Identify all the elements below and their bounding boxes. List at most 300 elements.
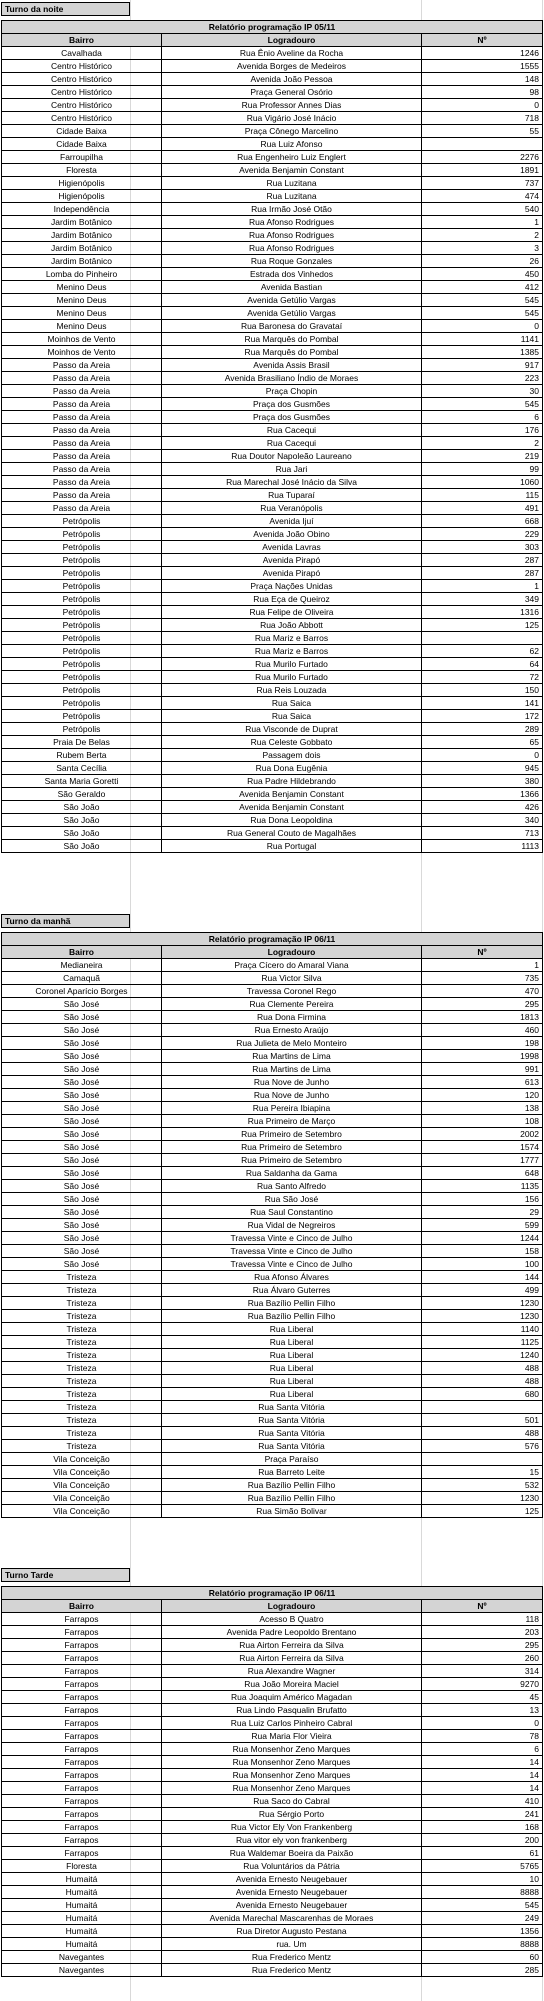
cell-numero: 314 (422, 1665, 543, 1678)
cell-numero: 349 (422, 593, 543, 606)
table-row (2, 1349, 543, 1362)
cell-bairro: Petrópolis (2, 671, 162, 684)
cell-logradouro: Rua General Couto de Magalhães (162, 827, 422, 840)
cell-logradouro: Rua Vidal de Negreiros (162, 1219, 422, 1232)
table-row (2, 151, 543, 164)
cell-numero: 289 (422, 723, 543, 736)
cell-numero: 0 (422, 1717, 543, 1730)
table-row (2, 606, 543, 619)
cell-logradouro: Rua Celeste Gobbato (162, 736, 422, 749)
cell-bairro: Floresta (2, 164, 162, 177)
cell-bairro: Passo da Areia (2, 476, 162, 489)
cell-bairro: Tristeza (2, 1336, 162, 1349)
cell-numero: 718 (422, 112, 543, 125)
cell-bairro: Tristeza (2, 1349, 162, 1362)
cell-logradouro: Avenida Assis Brasil (162, 359, 422, 372)
cell-bairro: Humaitá (2, 1886, 162, 1899)
cell-numero: 1230 (422, 1492, 543, 1505)
table-row (2, 1899, 543, 1912)
table-row (2, 307, 543, 320)
cell-numero: 61 (422, 1847, 543, 1860)
cell-numero: 532 (422, 1479, 543, 1492)
cell-logradouro: Avenida Getúlio Vargas (162, 294, 422, 307)
cell-bairro: Farrapos (2, 1847, 162, 1860)
cell-logradouro: Rua Frederico Mentz (162, 1951, 422, 1964)
cell-bairro: Farrapos (2, 1652, 162, 1665)
cell-numero: 14 (422, 1782, 543, 1795)
cell-numero: 303 (422, 541, 543, 554)
cell-numero: 65 (422, 736, 543, 749)
cell-numero: 72 (422, 671, 543, 684)
cell-numero: 6 (422, 411, 543, 424)
cell-logradouro: Rua Liberal (162, 1375, 422, 1388)
cell-bairro: Tristeza (2, 1284, 162, 1297)
table-row (2, 1479, 543, 1492)
report-table (1, 20, 543, 853)
cell-numero: 115 (422, 489, 543, 502)
cell-bairro: São José (2, 1141, 162, 1154)
cell-bairro: Farrapos (2, 1691, 162, 1704)
cell-logradouro: Rua Lindo Pasqualin Brufatto (162, 1704, 422, 1717)
cell-numero: 26 (422, 255, 543, 268)
cell-numero: 200 (422, 1834, 543, 1847)
table-row (2, 1652, 543, 1665)
table-row (2, 1336, 543, 1349)
table-row (2, 697, 543, 710)
table-row (2, 1115, 543, 1128)
table-row (2, 359, 543, 372)
cell-numero: 168 (422, 1821, 543, 1834)
cell-logradouro: Rua Victor Ely Von Frankenberg (162, 1821, 422, 1834)
cell-logradouro: Rua Liberal (162, 1349, 422, 1362)
cell-numero: 14 (422, 1769, 543, 1782)
cell-numero: 1574 (422, 1141, 543, 1154)
cell-numero: 1125 (422, 1336, 543, 1349)
cell-numero: 241 (422, 1808, 543, 1821)
table-row (2, 645, 543, 658)
cell-logradouro: Rua Julieta de Melo Monteiro (162, 1037, 422, 1050)
cell-logradouro: Rua Portugal (162, 840, 422, 853)
table-row (2, 541, 543, 554)
cell-numero: 10 (422, 1873, 543, 1886)
column-header-bairro: Bairro (2, 1600, 162, 1613)
cell-numero: 2002 (422, 1128, 543, 1141)
cell-bairro: Moinhos de Vento (2, 333, 162, 346)
table-row (2, 762, 543, 775)
cell-bairro: Passo da Areia (2, 411, 162, 424)
table-row (2, 190, 543, 203)
cell-bairro: Vila Conceição (2, 1479, 162, 1492)
cell-logradouro: Rua Luzitana (162, 190, 422, 203)
cell-numero: 229 (422, 528, 543, 541)
cell-logradouro: Rua Sérgio Porto (162, 1808, 422, 1821)
cell-bairro: Farrapos (2, 1782, 162, 1795)
cell-numero: 1113 (422, 840, 543, 853)
table-row (2, 1505, 543, 1518)
shift-label: Turno da manhã (1, 914, 130, 928)
cell-logradouro: Rua Reis Louzada (162, 684, 422, 697)
table-row (2, 320, 543, 333)
cell-numero: 78 (422, 1730, 543, 1743)
cell-bairro: Cidade Baixa (2, 138, 162, 151)
cell-bairro: Centro Histórico (2, 99, 162, 112)
cell-logradouro: Rua Jari (162, 463, 422, 476)
cell-logradouro: Rua Primeiro de Setembro (162, 1154, 422, 1167)
cell-numero: 545 (422, 294, 543, 307)
cell-bairro: Farrapos (2, 1626, 162, 1639)
cell-logradouro: Rua Bazílio Pellin Filho (162, 1297, 422, 1310)
table-row (2, 632, 543, 645)
table-row (2, 567, 543, 580)
cell-numero: 1777 (422, 1154, 543, 1167)
cell-logradouro: Rua Dona Leopoldina (162, 814, 422, 827)
table-row (2, 463, 543, 476)
cell-numero: 9270 (422, 1678, 543, 1691)
table-row (2, 60, 543, 73)
table-row (2, 1141, 543, 1154)
cell-bairro: Passo da Areia (2, 424, 162, 437)
cell-bairro: Lomba do Pinheiro (2, 268, 162, 281)
cell-logradouro: Rua Veranópolis (162, 502, 422, 515)
cell-numero: 2 (422, 437, 543, 450)
table-row (2, 1011, 543, 1024)
cell-bairro: Petrópolis (2, 515, 162, 528)
table-row (2, 1258, 543, 1271)
cell-bairro: São José (2, 1232, 162, 1245)
table-row (2, 1297, 543, 1310)
cell-numero: 945 (422, 762, 543, 775)
cell-bairro: Higienópolis (2, 177, 162, 190)
cell-numero: 150 (422, 684, 543, 697)
cell-bairro: Farrapos (2, 1769, 162, 1782)
cell-logradouro: Rua Joaquim Américo Magadan (162, 1691, 422, 1704)
cell-logradouro: Rua Waldemar Boeira da Paixão (162, 1847, 422, 1860)
cell-bairro: Humaitá (2, 1899, 162, 1912)
cell-numero: 1135 (422, 1180, 543, 1193)
cell-numero: 426 (422, 801, 543, 814)
table-row (2, 827, 543, 840)
cell-numero: 64 (422, 658, 543, 671)
cell-logradouro: Praça Chopin (162, 385, 422, 398)
cell-numero: 99 (422, 463, 543, 476)
table-row (2, 1626, 543, 1639)
cell-bairro: Santa Cecília (2, 762, 162, 775)
cell-bairro: Higienópolis (2, 190, 162, 203)
cell-bairro: São José (2, 1154, 162, 1167)
cell-logradouro: Rua Primeiro de Setembro (162, 1141, 422, 1154)
cell-logradouro: Rua Monsenhor Zeno Marques (162, 1782, 422, 1795)
cell-bairro: Passo da Areia (2, 450, 162, 463)
table-row (2, 255, 543, 268)
cell-logradouro: Rua Marechal José Inácio da Silva (162, 476, 422, 489)
cell-logradouro: Rua Santa Vitória (162, 1414, 422, 1427)
cell-bairro: Petrópolis (2, 710, 162, 723)
table-row (2, 671, 543, 684)
cell-numero: 1230 (422, 1297, 543, 1310)
cell-bairro: São José (2, 1245, 162, 1258)
table-row (2, 1219, 543, 1232)
cell-bairro: Petrópolis (2, 697, 162, 710)
cell-bairro: Farrapos (2, 1821, 162, 1834)
cell-numero: 2276 (422, 151, 543, 164)
cell-numero: 501 (422, 1414, 543, 1427)
cell-logradouro: Rua Cacequi (162, 424, 422, 437)
cell-logradouro: Rua Marquês do Pombal (162, 346, 422, 359)
table-row (2, 1717, 543, 1730)
cell-numero: 30 (422, 385, 543, 398)
table-row (2, 203, 543, 216)
cell-numero: 668 (422, 515, 543, 528)
cell-bairro: Passo da Areia (2, 385, 162, 398)
table-row (2, 1128, 543, 1141)
table-row (2, 1102, 543, 1115)
table-row (2, 1193, 543, 1206)
cell-numero: 1366 (422, 788, 543, 801)
cell-bairro: Passo da Areia (2, 463, 162, 476)
cell-bairro: Tristeza (2, 1323, 162, 1336)
cell-bairro: Navegantes (2, 1951, 162, 1964)
cell-bairro: Camaquã (2, 972, 162, 985)
cell-logradouro: Rua João Moreira Maciel (162, 1678, 422, 1691)
cell-bairro: Petrópolis (2, 723, 162, 736)
table-row (2, 1050, 543, 1063)
cell-bairro: Farrapos (2, 1704, 162, 1717)
cell-logradouro: Rua Mariz e Barros (162, 632, 422, 645)
table-row (2, 684, 543, 697)
cell-logradouro: Rua Diretor Augusto Pestana (162, 1925, 422, 1938)
cell-bairro: Tristeza (2, 1388, 162, 1401)
column-header-bairro: Bairro (2, 946, 162, 959)
cell-bairro: São João (2, 801, 162, 814)
cell-bairro: Jardim Botânico (2, 255, 162, 268)
cell-logradouro: Avenida Pirapó (162, 567, 422, 580)
cell-bairro: Petrópolis (2, 632, 162, 645)
cell-logradouro: Rua Liberal (162, 1336, 422, 1349)
cell-bairro: São José (2, 998, 162, 1011)
table-row (2, 1938, 543, 1951)
column-header-numero: Nº (422, 1600, 543, 1613)
cell-numero: 1 (422, 580, 543, 593)
cell-logradouro: Rua Murilo Furtado (162, 671, 422, 684)
cell-bairro: Moinhos de Vento (2, 346, 162, 359)
cell-bairro: Navegantes (2, 1964, 162, 1977)
cell-numero: 460 (422, 1024, 543, 1037)
cell-logradouro: Rua Murilo Furtado (162, 658, 422, 671)
cell-numero: 249 (422, 1912, 543, 1925)
cell-numero: 1 (422, 216, 543, 229)
cell-logradouro: Avenida Ernesto Neugebauer (162, 1873, 422, 1886)
cell-bairro: Farrapos (2, 1639, 162, 1652)
cell-numero: 991 (422, 1063, 543, 1076)
cell-bairro: São José (2, 1063, 162, 1076)
cell-numero: 98 (422, 86, 543, 99)
cell-logradouro: Rua Monsenhor Zeno Marques (162, 1769, 422, 1782)
table-row (2, 1180, 543, 1193)
cell-numero: 1230 (422, 1310, 543, 1323)
cell-logradouro: Rua São José (162, 1193, 422, 1206)
cell-logradouro: Rua Santa Vitória (162, 1401, 422, 1414)
cell-logradouro: Passagem dois (162, 749, 422, 762)
table-row (2, 99, 543, 112)
table-row (2, 229, 543, 242)
cell-bairro: Farrapos (2, 1665, 162, 1678)
table-row (2, 1310, 543, 1323)
cell-numero: 1240 (422, 1349, 543, 1362)
table-row (2, 411, 543, 424)
cell-numero: 499 (422, 1284, 543, 1297)
cell-bairro: Centro Histórico (2, 86, 162, 99)
cell-bairro: Petrópolis (2, 554, 162, 567)
cell-logradouro: Praça dos Gusmões (162, 398, 422, 411)
cell-logradouro: Rua Cacequi (162, 437, 422, 450)
table-row (2, 1665, 543, 1678)
cell-bairro: Farroupilha (2, 151, 162, 164)
cell-bairro: Vila Conceição (2, 1492, 162, 1505)
cell-numero: 158 (422, 1245, 543, 1258)
cell-logradouro: Rua Nove de Junho (162, 1089, 422, 1102)
cell-logradouro: Rua Clemente Pereira (162, 998, 422, 1011)
cell-numero: 55 (422, 125, 543, 138)
cell-logradouro: Rua Santa Vitória (162, 1427, 422, 1440)
table-row (2, 1873, 543, 1886)
cell-numero: 648 (422, 1167, 543, 1180)
cell-logradouro: Rua Luiz Afonso (162, 138, 422, 151)
cell-bairro: Tristeza (2, 1427, 162, 1440)
cell-logradouro: Rua Tuparaí (162, 489, 422, 502)
cell-numero (422, 1401, 543, 1414)
table-row (2, 372, 543, 385)
cell-numero: 545 (422, 307, 543, 320)
cell-numero: 613 (422, 1076, 543, 1089)
table-row (2, 1613, 543, 1626)
table-row (2, 972, 543, 985)
table-row (2, 1154, 543, 1167)
table-row (2, 1232, 543, 1245)
cell-bairro: São João (2, 840, 162, 853)
table-row (2, 1912, 543, 1925)
cell-logradouro: Rua Airton Ferreira da Silva (162, 1639, 422, 1652)
cell-numero: 148 (422, 73, 543, 86)
table-row (2, 1206, 543, 1219)
table-row (2, 749, 543, 762)
column-header-numero: Nº (422, 946, 543, 959)
table-row (2, 1925, 543, 1938)
cell-bairro: Tristeza (2, 1271, 162, 1284)
cell-logradouro: Rua Doutor Napoleão Laureano (162, 450, 422, 463)
cell-logradouro: Praça Nações Unidas (162, 580, 422, 593)
table-row (2, 437, 543, 450)
cell-logradouro: Avenida João Pessoa (162, 73, 422, 86)
cell-numero: 125 (422, 619, 543, 632)
cell-bairro: Menino Deus (2, 281, 162, 294)
cell-numero: 599 (422, 1219, 543, 1232)
column-header-logradouro: Logradouro (162, 946, 422, 959)
cell-numero: 287 (422, 554, 543, 567)
cell-bairro: São José (2, 1180, 162, 1193)
cell-logradouro: Rua Ernesto Araújo (162, 1024, 422, 1037)
table-row (2, 268, 543, 281)
table-row (2, 1440, 543, 1453)
table-row (2, 788, 543, 801)
cell-bairro: Humaitá (2, 1925, 162, 1938)
cell-bairro: Petrópolis (2, 567, 162, 580)
cell-numero: 545 (422, 1899, 543, 1912)
cell-logradouro: Rua Liberal (162, 1323, 422, 1336)
cell-bairro: Farrapos (2, 1834, 162, 1847)
cell-bairro: São José (2, 1206, 162, 1219)
cell-bairro: Farrapos (2, 1795, 162, 1808)
table-row (2, 294, 543, 307)
table-row (2, 554, 543, 567)
table-row (2, 1427, 543, 1440)
table-row (2, 1743, 543, 1756)
cell-bairro: Petrópolis (2, 645, 162, 658)
table-row (2, 1492, 543, 1505)
cell-logradouro: Rua Bazílio Pellin Filho (162, 1310, 422, 1323)
cell-numero: 14 (422, 1756, 543, 1769)
cell-numero: 156 (422, 1193, 543, 1206)
cell-bairro: Cavalhada (2, 47, 162, 60)
cell-numero: 62 (422, 645, 543, 658)
table-row (2, 1951, 543, 1964)
cell-numero: 1356 (422, 1925, 543, 1938)
table-row (2, 502, 543, 515)
cell-bairro: Tristeza (2, 1297, 162, 1310)
table-row (2, 1808, 543, 1821)
cell-bairro: Floresta (2, 1860, 162, 1873)
cell-numero: 1141 (422, 333, 543, 346)
table-row (2, 1678, 543, 1691)
table-row (2, 1834, 543, 1847)
cell-logradouro: Praça General Osório (162, 86, 422, 99)
cell-numero: 491 (422, 502, 543, 515)
cell-bairro: Centro Histórico (2, 112, 162, 125)
cell-numero: 6 (422, 1743, 543, 1756)
cell-numero: 1813 (422, 1011, 543, 1024)
cell-bairro: Vila Conceição (2, 1466, 162, 1479)
cell-bairro: Passo da Areia (2, 359, 162, 372)
cell-numero: 29 (422, 1206, 543, 1219)
column-header-numero: Nº (422, 34, 543, 47)
table-row (2, 1167, 543, 1180)
cell-bairro: Petrópolis (2, 580, 162, 593)
cell-numero: 1555 (422, 60, 543, 73)
cell-bairro: Petrópolis (2, 606, 162, 619)
table-row (2, 723, 543, 736)
cell-bairro: Cidade Baixa (2, 125, 162, 138)
cell-logradouro: Avenida Brasiliano Índio de Moraes (162, 372, 422, 385)
cell-numero (422, 1453, 543, 1466)
cell-logradouro: Avenida João Obino (162, 528, 422, 541)
cell-bairro: São José (2, 1219, 162, 1232)
table-row (2, 619, 543, 632)
cell-numero: 125 (422, 1505, 543, 1518)
cell-numero: 13 (422, 1704, 543, 1717)
table-row (2, 515, 543, 528)
table-row (2, 138, 543, 151)
cell-numero (422, 632, 543, 645)
cell-logradouro: Travessa Vinte e Cinco de Julho (162, 1232, 422, 1245)
cell-logradouro: Avenida Pirapó (162, 554, 422, 567)
cell-logradouro: Praça Cônego Marcelino (162, 125, 422, 138)
table-row (2, 1401, 543, 1414)
table-row (2, 86, 543, 99)
cell-numero: 380 (422, 775, 543, 788)
cell-bairro: Tristeza (2, 1414, 162, 1427)
cell-bairro: Humaitá (2, 1912, 162, 1925)
cell-logradouro: Rua Pereira Ibiapina (162, 1102, 422, 1115)
cell-numero: 223 (422, 372, 543, 385)
